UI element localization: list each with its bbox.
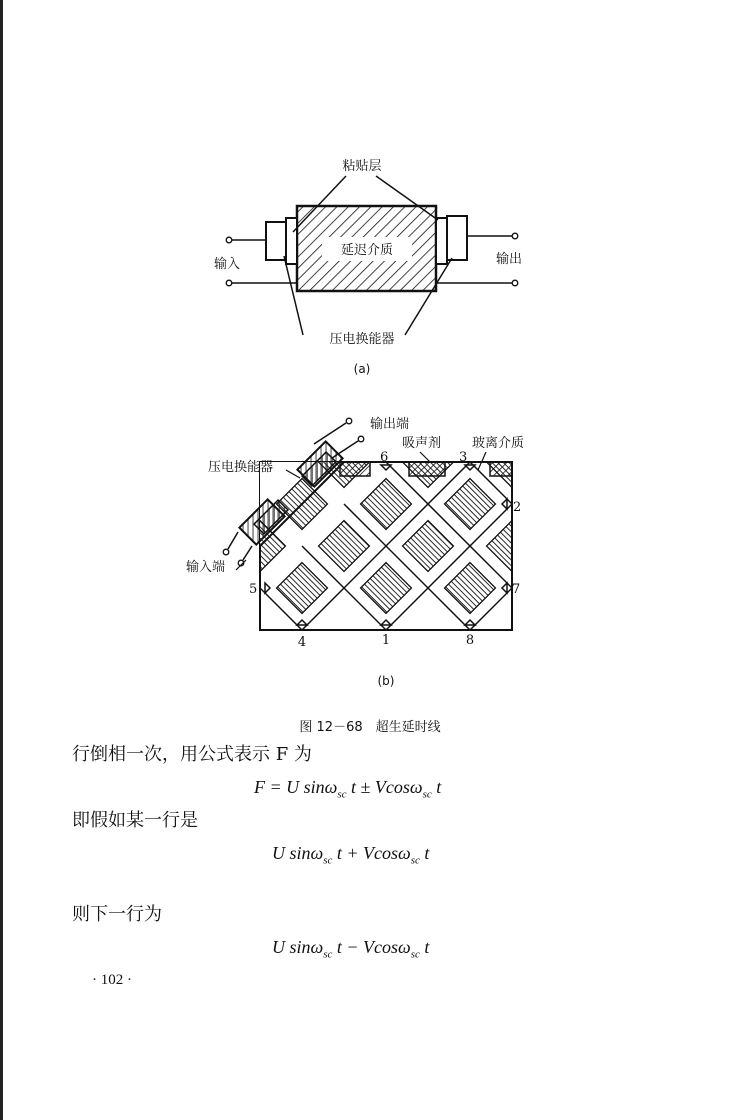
delay-medium-label: 延迟介质 [340,243,394,258]
page-number: · 102 · [92,972,132,988]
formula-3-end: t [424,937,430,957]
formula-2-sub-2: sc [410,854,420,867]
point-3: 3 [459,450,468,465]
point-1: 1 [381,633,391,648]
formula-3-lhs: U sinω [272,937,324,957]
input-end-label: 输入端 [186,560,226,575]
formula-2 [272,842,429,872]
point-7: 7 [512,582,521,597]
formula-2-sub-1: sc [323,854,333,867]
absorber-top-1 [340,462,370,476]
output-label-a: 输出 [496,252,523,267]
input-adhesive-layer [286,218,297,264]
output-terminal-b2 [358,436,364,442]
input-transducer [266,222,286,260]
formula-2-end: t [424,843,430,863]
body-line-2: 即假如某一行是 [72,810,198,831]
absorber-top-right [490,462,512,476]
caption-a: (a) [353,362,371,376]
point-8: 8 [465,633,475,648]
output-adhesive-layer [436,218,447,264]
formula-1-sub-1: sc [337,788,347,801]
body-line-1: 行倒相一次，用公式表示 F 为 [72,744,312,765]
caption-b: (b) [377,674,395,688]
absorber-top-2 [409,462,445,476]
formula-1 [254,776,441,806]
formula-3 [272,936,429,966]
adhesive-layer-label: 粘贴层 [342,159,382,174]
formula-1-mid: t ± Vcosω [351,777,423,797]
input-label-a: 输入 [214,257,241,272]
input-terminal-b1 [223,549,229,555]
figure-a [214,158,522,376]
output-end-label: 输出端 [370,417,410,432]
output-terminal-bottom [512,280,518,286]
formula-1-end: t [436,777,442,797]
transducer-label-a: 压电换能器 [329,332,395,347]
formula-3-sub-1: sc [323,948,333,961]
formula-3-sub-2: sc [410,948,420,961]
figure-b [186,416,537,688]
output-terminal-top [512,233,518,239]
input-terminal-top [226,237,232,243]
point-4: 4 [297,635,307,650]
input-terminal-bottom [226,280,232,286]
formula-2-mid: t + Vcosω [336,843,411,863]
point-6: 6 [380,450,389,465]
formula-1-sub-2: sc [422,788,432,801]
formula-3-mid: t − Vcosω [336,937,411,957]
figure-caption: 图 12－68 超生延时线 [299,720,441,735]
output-terminal-b1 [346,418,352,424]
point-2: 2 [513,500,522,515]
absorber-label: 吸声剂 [402,436,442,451]
formula-2-lhs: U sinω [272,843,324,863]
output-transducer [447,216,467,260]
formula-1-lhs: F = U sinω [254,777,338,797]
body-line-3: 则下一行为 [72,904,162,925]
point-5: 5 [249,582,258,597]
glass-medium-label: 玻离介质 [472,436,525,451]
transducer-label-b: 压电换能器 [208,460,274,475]
